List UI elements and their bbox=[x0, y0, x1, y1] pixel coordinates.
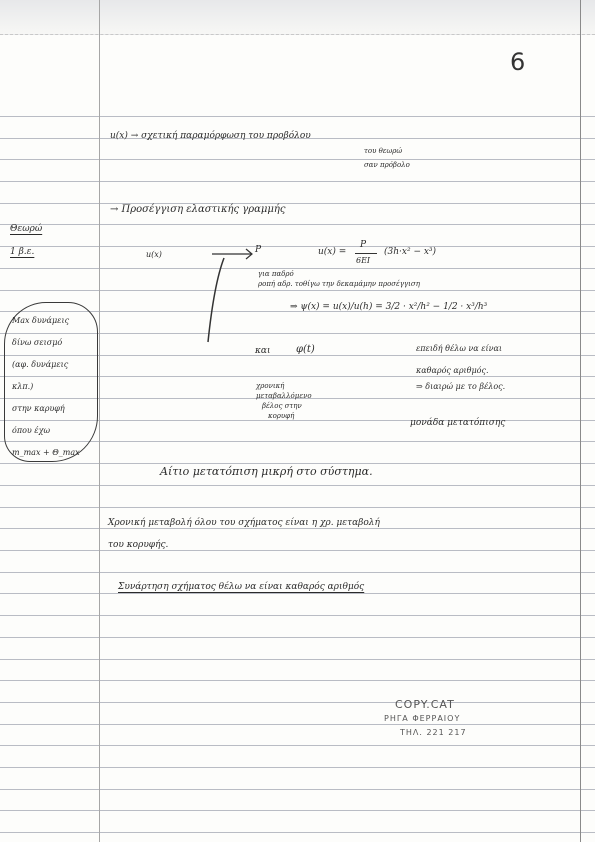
ruled-line bbox=[0, 463, 595, 464]
ruled-line bbox=[0, 615, 595, 616]
note-line-1-sub-b: σαν πρόβολο bbox=[364, 161, 410, 169]
copy-stamp-address: ΡΗΓΑ ΦΕΡΡΑΙΟΥ bbox=[384, 714, 461, 723]
reason-line-b: καθαρός αριθμός. bbox=[416, 366, 489, 375]
note-line-3: Αίτιο μετατόπιση μικρή στο σύστημα. bbox=[160, 465, 373, 478]
scan-top-edge bbox=[0, 0, 595, 35]
page-number: 6 bbox=[510, 48, 526, 76]
ruled-line bbox=[0, 528, 595, 529]
ruled-line bbox=[0, 181, 595, 182]
ruled-line bbox=[0, 724, 595, 725]
copy-stamp-title: COPY.CAT bbox=[395, 698, 455, 711]
side-label-2: 1 β.ε. bbox=[10, 247, 35, 257]
note-line-4a: Χρονική μεταβολή όλου του σχήματος είναι η χρ. μεταβολή bbox=[108, 518, 380, 528]
ruled-line bbox=[0, 550, 595, 551]
side-note-line: (αφ. δυνάμεις bbox=[12, 360, 69, 369]
ruled-line bbox=[0, 203, 595, 204]
ruled-line bbox=[0, 485, 595, 486]
side-note-line: Max δυνάμεις bbox=[12, 316, 70, 325]
phi-note-a: χρονική bbox=[256, 382, 285, 390]
side-note-line: στην καρυφή bbox=[12, 404, 65, 413]
formula-1-fraction-bar bbox=[355, 253, 377, 254]
ruled-line bbox=[0, 702, 595, 703]
phi-note-c: βέλος στην bbox=[262, 402, 302, 410]
cantilever-sketch bbox=[180, 244, 300, 354]
ruled-line bbox=[0, 593, 595, 594]
ruled-line bbox=[0, 116, 595, 117]
ruled-line bbox=[0, 572, 595, 573]
note-line-5: Συνάρτηση σχήματος θέλω να είναι καθαρός αριθμός bbox=[118, 582, 365, 592]
ruled-line bbox=[0, 159, 595, 160]
ruled-line bbox=[0, 659, 595, 660]
side-note-line: κλπ.) bbox=[12, 382, 34, 391]
side-note-line: όπου έχω bbox=[12, 426, 50, 435]
formula-2: ⇒ ψ(x) = u(x)/u(h) = 3/2 · x²/h² − 1/2 · x³/h³ bbox=[290, 302, 488, 312]
formula-1-lhs: u(x) = bbox=[318, 247, 347, 257]
reason-line-c: ⇒ διαιρώ με το βέλος. bbox=[416, 382, 506, 391]
side-note-line: δίνω σεισμό bbox=[12, 338, 63, 347]
formula-1-rest: (3h·x² − x³) bbox=[384, 247, 437, 257]
margin-line-left bbox=[99, 0, 100, 842]
copy-stamp-phone: ΤΗΛ. 221 217 bbox=[400, 728, 467, 737]
note-line-2: → Προσέγγιση ελαστικής γραμμής bbox=[110, 204, 286, 215]
formula-1-note-b: ροπή αδρ. τοθίγω την δεκαμάμην προσέγγιση bbox=[258, 280, 420, 288]
phi-note-b: μεταβαλλόμενο bbox=[256, 392, 312, 400]
ruled-line bbox=[0, 832, 595, 833]
reason-line-a: επειδή θέλω να είναι bbox=[416, 344, 503, 353]
side-note-line: m_max + Θ_max bbox=[12, 448, 80, 457]
sketch-force: P bbox=[255, 245, 262, 255]
ruled-line bbox=[0, 637, 595, 638]
phi-note-d: κορυφή bbox=[268, 412, 295, 420]
ruled-line bbox=[0, 224, 595, 225]
phi-t: φ(t) bbox=[296, 344, 315, 355]
formula-1-num: P bbox=[360, 240, 367, 250]
ruled-line bbox=[0, 507, 595, 508]
ruled-line bbox=[0, 680, 595, 681]
sketch-label: u(x) bbox=[146, 250, 162, 259]
kai-label: και bbox=[255, 346, 271, 356]
note-line-1-sub-a: του θεωρώ bbox=[364, 147, 403, 155]
ruled-line bbox=[0, 789, 595, 790]
ruled-line bbox=[0, 767, 595, 768]
ruled-line bbox=[0, 745, 595, 746]
note-line-1: u(x) → σχετική παραμόρφωση του προβόλου bbox=[110, 131, 311, 141]
note-line-4b: του κορυφής. bbox=[108, 540, 169, 550]
side-label: Θεωρώ bbox=[10, 224, 43, 234]
ruled-line bbox=[0, 810, 595, 811]
formula-1-den: 6EI bbox=[356, 256, 371, 265]
unit-displacement-note: μονάδα μετατόπισης bbox=[410, 418, 506, 428]
formula-1-note-a: για παδρό bbox=[258, 270, 294, 278]
page-edge-right bbox=[580, 0, 581, 842]
